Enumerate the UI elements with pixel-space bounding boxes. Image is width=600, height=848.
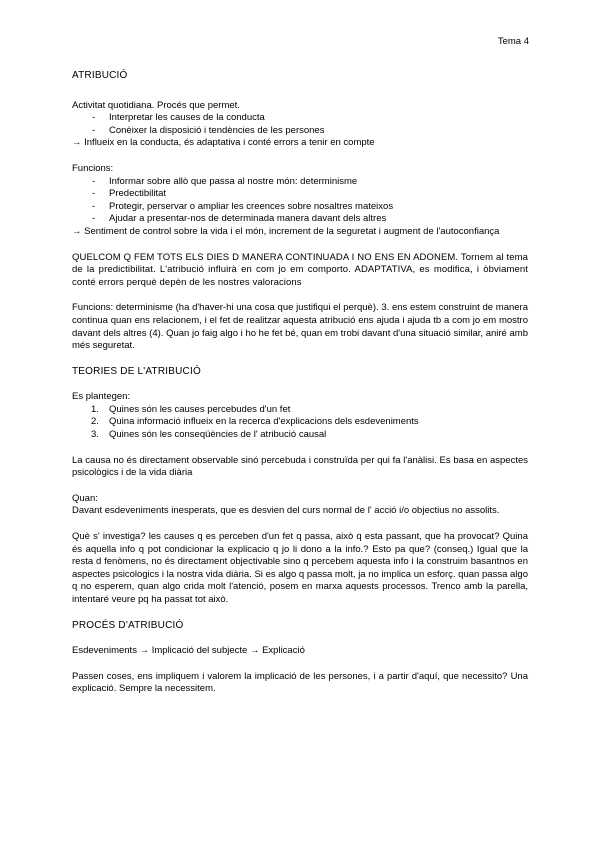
paragraph: Passen coses, ens impliquem i valorem la implicació de les persones, i a partir d'aquí, que necessito? Una explicació. Sempre la necessitem. — [72, 670, 528, 695]
list-item: - Informar sobre allò que passa al nostre món: determinisme — [72, 176, 528, 189]
paragraph: QUELCOM Q FEM TOTS ELS DIES D MANERA CONTINUADA I NO ENS EN ADONEM. Tornem al tema de la predictibilitat. L'atribució influirà en com jo em comporto. ADAPTATIVA, es modifica, i òbviament conté errors perquè depèn de les nostres valoracions — [72, 251, 528, 288]
section-title-proces: PROCÉS D'ATRIBUCIÓ — [72, 619, 184, 631]
page-header-topic: Tema 4 — [497, 36, 529, 47]
paragraph-intro: Es plantegen: — [72, 391, 131, 403]
list-item: 2. Quina informació influeix en la recerca d'explicacions dels esdeveniments — [91, 416, 419, 428]
list-item: - Protegir, perservar o ampliar les creences sobre nosaltres mateixos — [72, 201, 528, 214]
list-item: - Predectibilitat — [72, 188, 528, 201]
list-item: - Ajudar a presentar-nos de determinada manera davant dels altres — [72, 213, 528, 226]
paragraph: Què s' investiga? les causes q es perceben d'un fet q passa, això q esta passant, que ha provocat? Quina és aquella info q pot condicionar la explicacio q jo li dono a la info.? Esto pa que? (conseq.) Igual que la resta d fenòmens, no és directament objectivable sino q percebem aquesta info i la construim basantnos en aspectes psicologics i la nostra vida diària. Si es algo q passa molt, ja no implica un esforç. quan passa algo q no esperem, quan algo crida molt l'atenció, posem en marxa aquests processos. Trenco amb la parella, intentaré veure pq ha passat tot això. — [72, 531, 528, 605]
paragraph: La causa no és directament observable sinó percebuda i construïda per qui fa l'anàlisi. Es basa en aspectes psicològics i de la vida diària — [72, 454, 528, 479]
numbered-list-questions — [72, 404, 528, 442]
list-item: 3. Quines són les conseqüències de l' atribució causal — [91, 429, 327, 441]
section-title-atribucio: ATRIBUCIÓ — [72, 70, 128, 81]
arrow-note: → Sentiment de control sobre la vida i el món, increment de la seguretat i augment de l'autoconfiança — [72, 225, 500, 237]
section-title-teories: TEORIES DE L'ATRIBUCIÓ — [72, 365, 201, 377]
arrow-note: → Influeix en la conducta, és adaptativa i conté errors a tenir en compte — [72, 137, 375, 149]
list-item: 1. Quines són les causes percebudes d'un fet — [91, 403, 291, 415]
bullet-list-purposes — [72, 112, 528, 137]
functions-label: Funcions: — [72, 162, 114, 174]
when-label: Quan: — [72, 492, 98, 504]
list-item: - Conèixer la disposició i tendències de les persones — [72, 125, 528, 138]
paragraph: Davant esdeveniments inesperats, que es desvien del curs normal de l' acció i/o objectius no assolits. — [72, 505, 500, 517]
document-body — [72, 70, 528, 696]
process-flow: Esdeveniments → Implicació del subjecte → Explicació — [72, 645, 305, 657]
paragraph: Funcions: determinisme (ha d'haver-hi una cosa que justifiqui el perquè). 3. ens estem construint de manera continua quan ens relacionem, i el fet de realitzar aquesta atribució ens ajuda i ajuda tb a com jo em mostro davant dels altres (4). Quan jo faig algo i ho he fet bé, quan em trobi davant d'una situació similar, aniré amb més seguretat. — [72, 302, 528, 352]
bullet-list-functions — [72, 176, 528, 226]
paragraph-intro: Activitat quotidiana. Procés que permet. — [72, 99, 240, 111]
list-item: - Interpretar les causes de la conducta — [72, 112, 528, 125]
